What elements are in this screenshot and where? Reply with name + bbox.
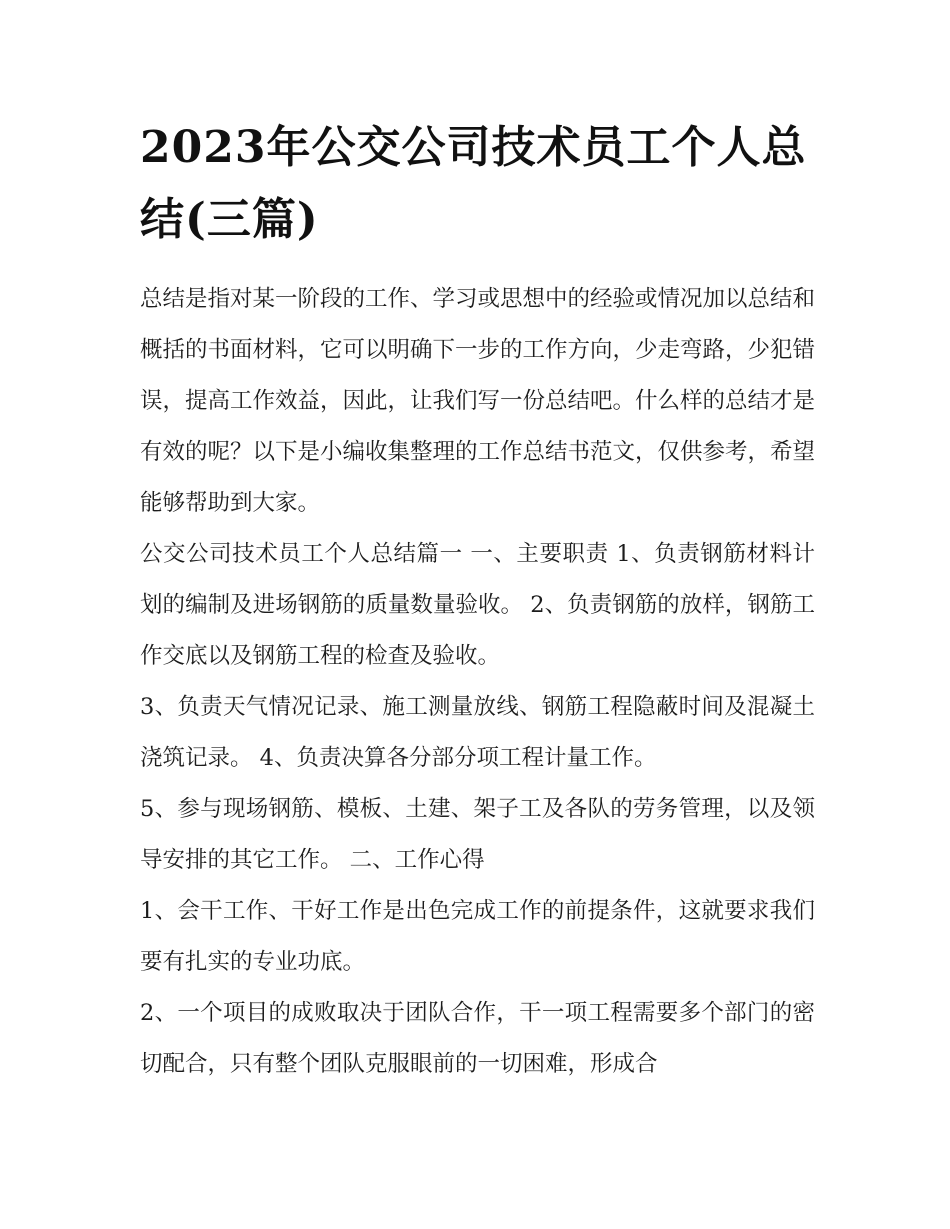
paragraph-duties-1-2: 公交公司技术员工个人总结篇一 一、主要职责 1、负责钢筋材料计划的编制及进场钢筋的质量数量验收。 2、负责钢筋的放样，钢筋工作交底以及钢筋工程的检查及验收。 bbox=[140, 541, 815, 669]
paragraph-duties-3-4: 3、负责天气情况记录、施工测量放线、钢筋工程隐蔽时间及混凝土浇筑记录。 4、负责决算各分部分项工程计量工作。 bbox=[140, 694, 815, 771]
document-title: 2023年公交公司技术员工个人总结(三篇) bbox=[140, 122, 807, 245]
paragraph-insight-2: 2、一个项目的成败取决于团队合作，干一项工程需要多个部门的密切配合，只有整个团队克服眼前的一切困难，形成合 bbox=[140, 1000, 815, 1077]
paragraph-intro: 总结是指对某一阶段的工作、学习或思想中的经验或情况加以总结和概括的书面材料，它可以明确下一步的工作方向，少走弯路，少犯错误，提高工作效益，因此，让我们写一份总结吧。什么样的总结才是有效的呢？以下是小编收集整理的工作总结书范文，仅供参考，希望能够帮助到大家。 bbox=[140, 286, 816, 516]
paragraph-duties-5: 5、参与现场钢筋、模板、土建、架子工及各队的劳务管理，以及领导安排的其它工作。 二、工作心得 bbox=[140, 796, 815, 873]
paragraph-insight-1: 1、会干工作、干好工作是出色完成工作的前提条件，这就要求我们要有扎实的专业功底。 bbox=[140, 898, 815, 975]
document-body bbox=[140, 112, 815, 1090]
